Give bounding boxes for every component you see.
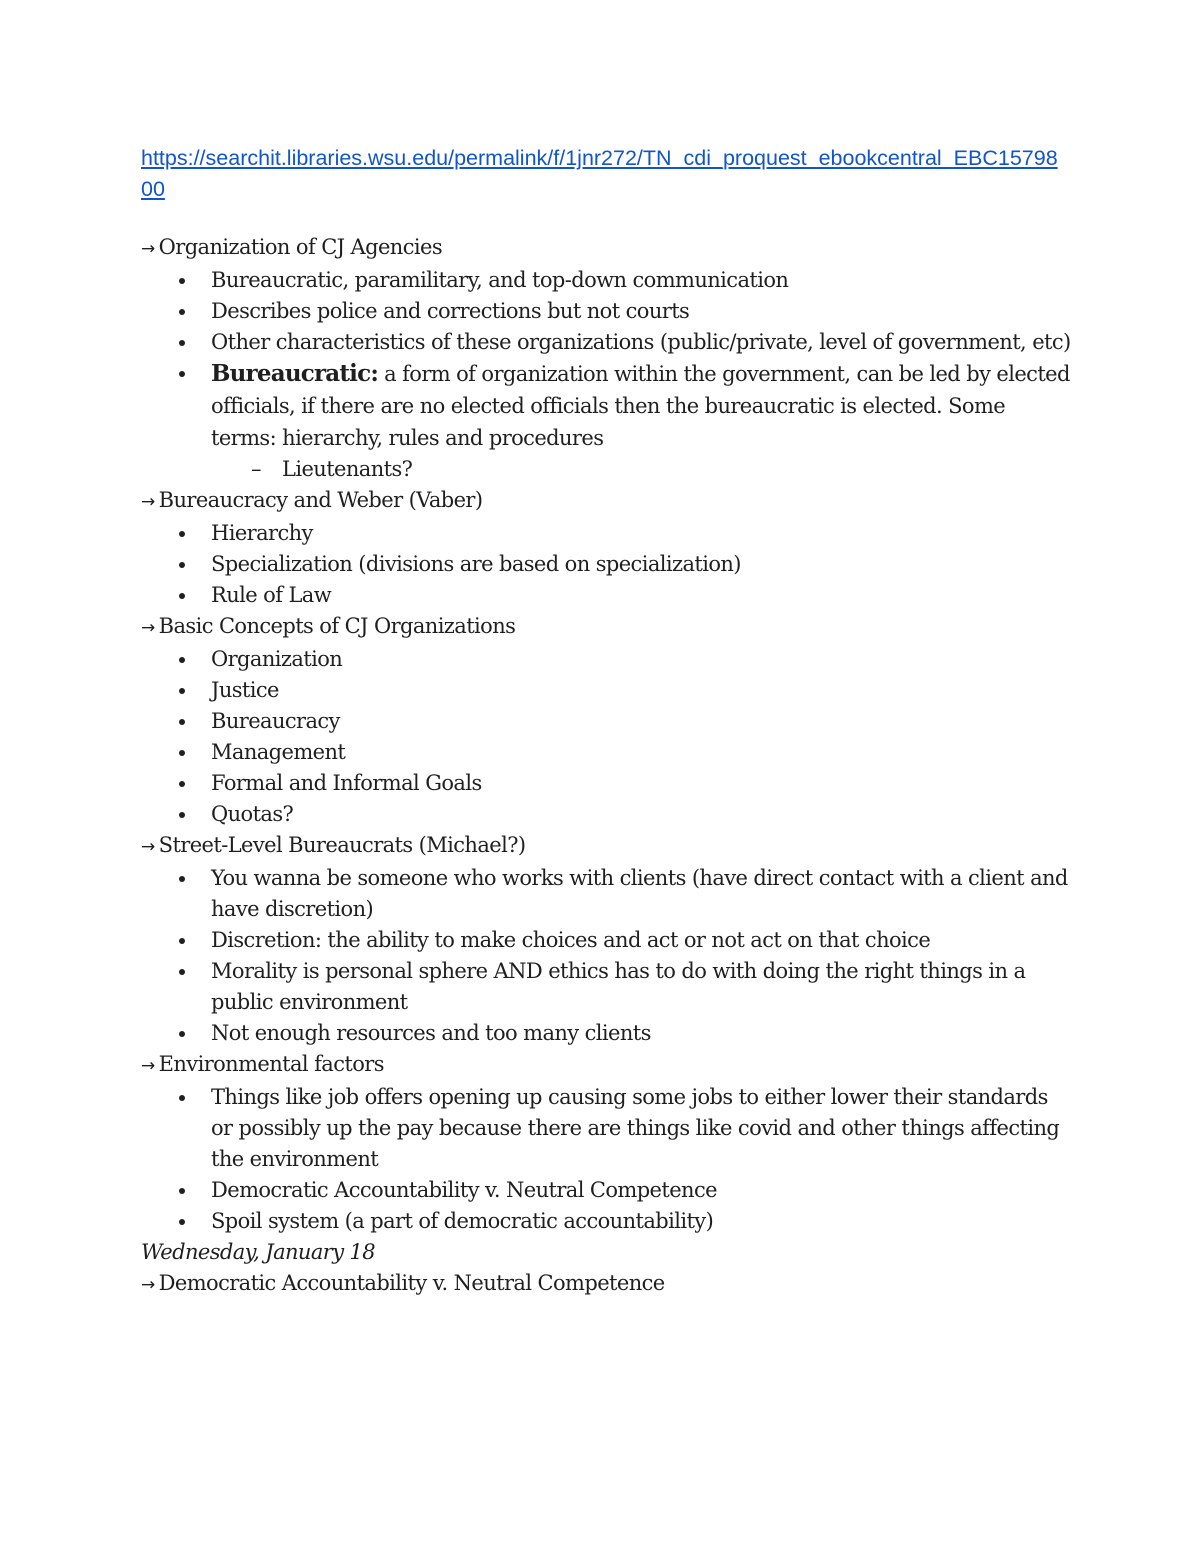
- list-item-text: Justice: [211, 678, 279, 702]
- section-heading: [141, 611, 1071, 644]
- list-item: [141, 1082, 1071, 1175]
- bullet-dot-icon: [179, 876, 185, 882]
- list-item: [141, 1018, 1071, 1049]
- list-item-text: You wanna be someone who works with clients (have direct contact with a client and have discretion): [211, 866, 1068, 921]
- list-item: [141, 644, 1071, 675]
- section-heading: [141, 1049, 1071, 1082]
- arrow-right-icon: →: [141, 618, 155, 638]
- list-item: [141, 706, 1071, 737]
- list-item-text: Formal and Informal Goals: [211, 771, 482, 795]
- term-label: Bureaucratic:: [211, 360, 379, 387]
- list-item-text: Specialization (divisions are based on specialization): [211, 552, 741, 576]
- permalink-link[interactable]: https://searchit.libraries.wsu.edu/permalink/f/1jnr272/TN_cdi_proquest_ebookcentral_EBC1579800: [141, 146, 1058, 201]
- list-item-text: Things like job offers opening up causing some jobs to either lower their standards or possibly up the pay because there are things like covid and other things affecting the environment: [211, 1085, 1060, 1171]
- bullet-dot-icon: [179, 531, 185, 537]
- list-item-text: Bureaucratic, paramilitary, and top-down communication: [211, 268, 789, 292]
- bullet-list: [141, 644, 1071, 830]
- section-heading-text: Basic Concepts of CJ Organizations: [158, 614, 516, 638]
- date-label: Wednesday, January 18: [141, 1240, 376, 1264]
- arrow-right-icon: →: [141, 1056, 155, 1076]
- list-item: [141, 799, 1071, 830]
- list-item: [141, 549, 1071, 580]
- section-heading: [141, 232, 1071, 265]
- bullet-dot-icon: [179, 1095, 185, 1101]
- list-item-text: Bureaucracy: [211, 709, 340, 733]
- section-heading-text: Street-Level Bureaucrats (Michael?): [158, 833, 526, 857]
- section-heading-text: Bureaucracy and Weber (Vaber): [158, 488, 483, 512]
- arrow-right-icon: →: [141, 1275, 155, 1295]
- section-heading: [141, 830, 1071, 863]
- bullet-dot-icon: [179, 938, 185, 944]
- bullet-dot-icon: [179, 340, 185, 346]
- section-heading: [141, 485, 1071, 518]
- bullet-dot-icon: [179, 969, 185, 975]
- bullet-dot-icon: [179, 688, 185, 694]
- list-item: [141, 675, 1071, 706]
- list-item: [141, 1175, 1071, 1206]
- bullet-dot-icon: [179, 657, 185, 663]
- arrow-right-icon: →: [141, 492, 155, 512]
- list-item: [141, 296, 1071, 327]
- bullet-dot-icon: [179, 1219, 185, 1225]
- bullet-dot-icon: [179, 812, 185, 818]
- list-item: [141, 580, 1071, 611]
- bullet-dot-icon: [179, 781, 185, 787]
- bullet-dot-icon: [179, 719, 185, 725]
- bullet-dot-icon: [179, 371, 185, 377]
- list-item: [141, 265, 1071, 296]
- sub-list-item: [141, 454, 1071, 485]
- bullet-list: [141, 863, 1071, 1049]
- section-heading-text: Environmental factors: [158, 1052, 384, 1076]
- list-item-text: Organization: [211, 647, 343, 671]
- list-item-text: Discretion: the ability to make choices and act or not act on that choice: [211, 928, 931, 952]
- section-heading: [141, 1268, 1071, 1301]
- bullet-list: [141, 1082, 1071, 1237]
- sub-list-item-text: Lieutenants?: [282, 457, 413, 481]
- bullet-dot-icon: [179, 562, 185, 568]
- bullet-dot-icon: [179, 750, 185, 756]
- bullet-dot-icon: [179, 593, 185, 599]
- list-item: [141, 737, 1071, 768]
- dash-icon: –: [251, 457, 261, 481]
- term-definition: a form of organization within the government, can be led by elected officials, if there are no elected officials then the bureaucratic is elected. Some terms: hierarchy, rules and procedures: [211, 362, 1070, 450]
- list-item-text: Other characteristics of these organizations (public/private, level of government, etc): [211, 330, 1071, 354]
- list-item-text: Hierarchy: [211, 521, 313, 545]
- list-item: [141, 956, 1071, 1018]
- list-item: [141, 518, 1071, 549]
- list-item-text: Morality is personal sphere AND ethics has to do with doing the right things in a public environment: [211, 959, 1026, 1014]
- bullet-dot-icon: [179, 1031, 185, 1037]
- list-item-text: Democratic Accountability v. Neutral Competence: [211, 1178, 717, 1202]
- list-item-text: Not enough resources and too many clients: [211, 1021, 651, 1045]
- list-item-text: Rule of Law: [211, 583, 332, 607]
- list-item: [141, 1206, 1071, 1237]
- list-item-text: Quotas?: [211, 802, 294, 826]
- arrow-right-icon: →: [141, 239, 155, 259]
- list-item: [141, 863, 1071, 925]
- bullet-dot-icon: [179, 278, 185, 284]
- list-item-text: Spoil system (a part of democratic accountability): [211, 1209, 714, 1233]
- list-item: [141, 768, 1071, 799]
- notes-body: [141, 232, 1071, 1301]
- list-item-text: Management: [211, 740, 346, 764]
- section-heading-text: Organization of CJ Agencies: [158, 235, 442, 259]
- list-item: [141, 925, 1071, 956]
- list-item: [141, 327, 1071, 358]
- bullet-dot-icon: [179, 309, 185, 315]
- section-heading-text: Democratic Accountability v. Neutral Competence: [158, 1271, 665, 1295]
- arrow-right-icon: →: [141, 837, 155, 857]
- list-item-text: Describes police and corrections but not courts: [211, 299, 690, 323]
- bullet-list: [141, 518, 1071, 611]
- bullet-list: [141, 265, 1071, 454]
- bullet-dot-icon: [179, 1188, 185, 1194]
- list-item-definition: [141, 358, 1071, 454]
